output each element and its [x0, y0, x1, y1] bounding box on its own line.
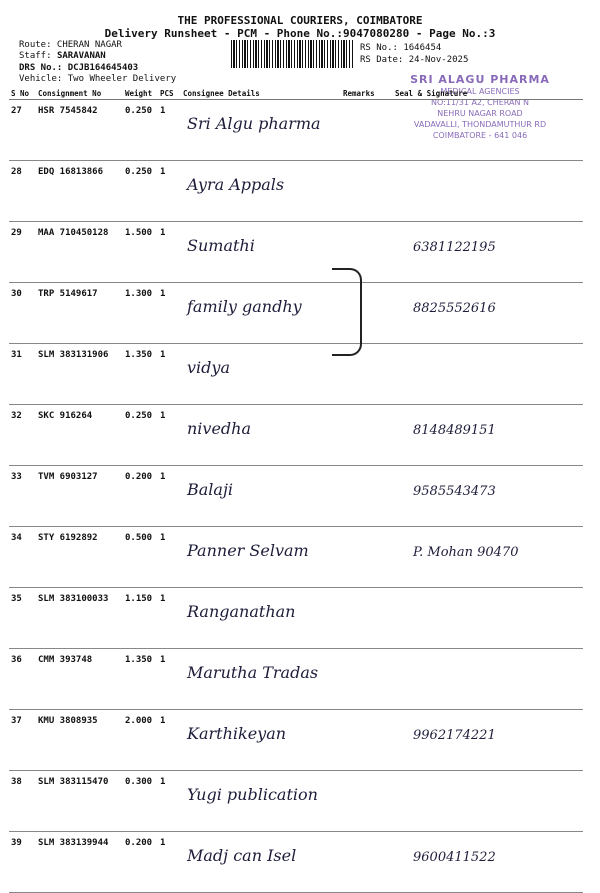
- row-weight: 0.500: [123, 527, 158, 588]
- row-sno: 34: [9, 527, 36, 588]
- table-row: [9, 466, 583, 527]
- row-weight: 1.150: [123, 588, 158, 649]
- col-signature: Seal & Signature: [393, 88, 583, 100]
- row-consignee: Ranganathan: [181, 588, 341, 649]
- rs-date: RS Date: 24-Nov-2025: [360, 55, 469, 65]
- table-row: [9, 588, 583, 649]
- row-signature: P. Mohan 90470: [393, 527, 583, 588]
- row-remarks: [341, 588, 393, 649]
- row-sno: 29: [9, 222, 36, 283]
- row-sno: 31: [9, 344, 36, 405]
- table-row: [9, 405, 583, 466]
- row-consignment-no: HSR 7545842: [36, 100, 123, 161]
- row-weight: 0.200: [123, 832, 158, 893]
- table-row: [9, 344, 583, 405]
- row-signature: 9600411522: [393, 832, 583, 893]
- barcode: [231, 40, 354, 68]
- row-weight: 1.300: [123, 283, 158, 344]
- vehicle-label: Vehicle: Two Wheeler Delivery: [19, 74, 177, 84]
- table-row: [9, 649, 583, 710]
- row-sno: 27: [9, 100, 36, 161]
- row-consignment-no: TRP 5149617: [36, 283, 123, 344]
- row-signature: [393, 771, 583, 832]
- row-remarks: [341, 405, 393, 466]
- row-consignment-no: STY 6192892: [36, 527, 123, 588]
- row-signature: 8825552616: [393, 283, 583, 344]
- drs-number: DRS No.: DCJB164645403: [19, 63, 139, 73]
- table-header-row: [9, 88, 583, 100]
- runsheet-subtitle: Delivery Runsheet - PCM - Phone No.:9047080280 - Page No.:3: [104, 27, 496, 40]
- row-consignee: Sri Algu pharma: [181, 100, 341, 161]
- row-pcs: 1: [158, 771, 181, 832]
- row-consignment-no: TVM 6903127: [36, 466, 123, 527]
- row-pcs: 1: [158, 344, 181, 405]
- row-sno: 32: [9, 405, 36, 466]
- row-pcs: 1: [158, 161, 181, 222]
- row-remarks: [341, 832, 393, 893]
- row-pcs: 1: [158, 527, 181, 588]
- row-weight: 1.350: [123, 649, 158, 710]
- row-signature: [393, 344, 583, 405]
- row-consignment-no: SLM 383139944: [36, 832, 123, 893]
- row-consignment-no: MAA 710450128: [36, 222, 123, 283]
- rs-number: RS No.: 1646454: [360, 43, 442, 53]
- row-weight: 2.000: [123, 710, 158, 771]
- row-remarks: [341, 649, 393, 710]
- row-remarks: [341, 771, 393, 832]
- row-remarks: [341, 710, 393, 771]
- row-consignee: nivedha: [181, 405, 341, 466]
- row-pcs: 1: [158, 222, 181, 283]
- row-consignee: Sumathi: [181, 222, 341, 283]
- row-pcs: 1: [158, 405, 181, 466]
- row-consignee: Yugi publication: [181, 771, 341, 832]
- row-sno: 35: [9, 588, 36, 649]
- row-pcs: 1: [158, 649, 181, 710]
- row-weight: 0.250: [123, 405, 158, 466]
- row-weight: 1.500: [123, 222, 158, 283]
- table-row: [9, 771, 583, 832]
- row-consignment-no: SLM 383131906: [36, 344, 123, 405]
- row-consignee: Panner Selvam: [181, 527, 341, 588]
- row-pcs: 1: [158, 588, 181, 649]
- table-row: [9, 527, 583, 588]
- table-row: [9, 710, 583, 771]
- row-consignee: family gandhy: [181, 283, 341, 344]
- row-consignment-no: CMM 393748: [36, 649, 123, 710]
- col-consignment: Consignment No: [36, 88, 123, 100]
- col-consignee: Consignee Details: [181, 88, 341, 100]
- row-remarks: [341, 161, 393, 222]
- row-consignment-no: SKC 916264: [36, 405, 123, 466]
- row-signature: [393, 100, 583, 161]
- row-signature: [393, 588, 583, 649]
- row-consignee: Balaji: [181, 466, 341, 527]
- table-row: [9, 832, 583, 893]
- row-consignee: Madj can Isel: [181, 832, 341, 893]
- row-consignee: Karthikeyan: [181, 710, 341, 771]
- row-consignee: Ayra Appals: [181, 161, 341, 222]
- row-consignment-no: KMU 3808935: [36, 710, 123, 771]
- row-pcs: 1: [158, 832, 181, 893]
- runsheet-table: [9, 88, 583, 893]
- row-pcs: 1: [158, 100, 181, 161]
- table-row: [9, 100, 583, 161]
- staff-line: [19, 51, 106, 61]
- row-weight: 0.250: [123, 100, 158, 161]
- row-consignee: vidya: [181, 344, 341, 405]
- row-signature: [393, 161, 583, 222]
- row-sno: 30: [9, 283, 36, 344]
- row-sno: 38: [9, 771, 36, 832]
- company-title: THE PROFESSIONAL COURIERS, COIMBATORE: [177, 14, 423, 27]
- row-pcs: 1: [158, 466, 181, 527]
- row-weight: 1.350: [123, 344, 158, 405]
- row-weight: 0.200: [123, 466, 158, 527]
- row-remarks: [341, 100, 393, 161]
- row-consignment-no: SLM 383115470: [36, 771, 123, 832]
- col-sno: S No: [9, 88, 36, 100]
- row-remarks: [341, 527, 393, 588]
- col-remarks: Remarks: [341, 88, 393, 100]
- row-sno: 33: [9, 466, 36, 527]
- row-signature: [393, 649, 583, 710]
- row-sno: 28: [9, 161, 36, 222]
- row-signature: 6381122195: [393, 222, 583, 283]
- bracket-mark: [332, 268, 362, 356]
- row-consignment-no: SLM 383100033: [36, 588, 123, 649]
- route-label: Route: CHERAN NAGAR: [19, 40, 122, 50]
- staff-value: SARAVANAN: [56, 51, 106, 61]
- row-pcs: 1: [158, 283, 181, 344]
- table-row: [9, 222, 583, 283]
- row-consignee: Marutha Tradas: [181, 649, 341, 710]
- row-consignment-no: EDQ 16813866: [36, 161, 123, 222]
- seal-stamp: SRI ALAGU PHARMA MEDICAL AGENCIES NO:11/31 A2, CHERAN N NEHRU NAGAR ROAD VADAVALLI, THONDAMUTHUR RD COIMBATORE - 641 046: [410, 73, 550, 140]
- table-row: [9, 161, 583, 222]
- table-row: [9, 283, 583, 344]
- staff-label: Staff:: [19, 51, 52, 61]
- row-sno: 37: [9, 710, 36, 771]
- row-pcs: 1: [158, 710, 181, 771]
- row-signature: 9962174221: [393, 710, 583, 771]
- row-signature: 8148489151: [393, 405, 583, 466]
- row-weight: 0.300: [123, 771, 158, 832]
- row-remarks: [341, 466, 393, 527]
- col-weight: Weight: [123, 88, 158, 100]
- col-pcs: PCS: [158, 88, 181, 100]
- row-weight: 0.250: [123, 161, 158, 222]
- row-signature: 9585543473: [393, 466, 583, 527]
- row-sno: 36: [9, 649, 36, 710]
- row-sno: 39: [9, 832, 36, 893]
